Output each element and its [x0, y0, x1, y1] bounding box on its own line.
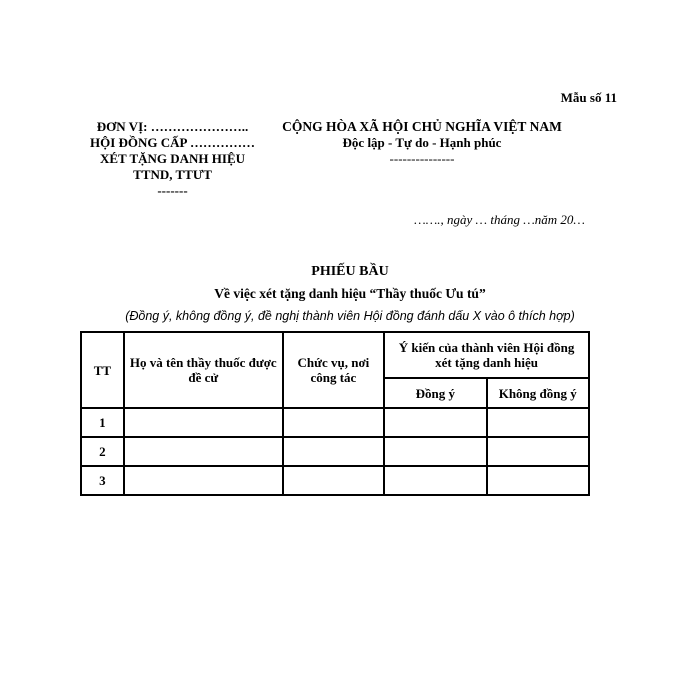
table-row	[81, 437, 589, 466]
agree-cell[interactable]	[384, 437, 486, 466]
form-number: Mẫu số 11	[560, 90, 617, 105]
instruction-note: (Đồng ý, không đồng ý, đề nghị thành viên Hội đồng đánh dấu X vào ô thích hợp)	[125, 309, 575, 323]
organization-header	[60, 119, 285, 199]
position-cell[interactable]	[283, 466, 384, 495]
header-position: Chức vụ, nơi công tác	[283, 332, 384, 408]
ballot-table	[80, 331, 590, 496]
header-disagree: Không đồng ý	[487, 378, 590, 408]
row-number: 3	[81, 466, 124, 495]
left-divider: -------	[157, 183, 188, 198]
country-name: CỘNG HÒA XÃ HỘI CHỦ NGHĨA VIỆT NAM	[282, 119, 562, 134]
header-candidate-name: Họ và tên thầy thuốc được đề cử	[124, 332, 283, 408]
row-number: 2	[81, 437, 124, 466]
disagree-cell[interactable]	[487, 466, 590, 495]
unit-line: ĐƠN VỊ: …………………..	[96, 119, 249, 134]
date-line: ……., ngày … tháng …năm 20…	[414, 212, 585, 227]
table-row	[81, 466, 589, 495]
name-cell[interactable]	[124, 466, 283, 495]
position-cell[interactable]	[283, 437, 384, 466]
header-opinion: Ý kiến của thành viên Hội đồng xét tặng danh hiệu	[384, 332, 589, 378]
document-title: PHIẾU BẦU	[311, 264, 389, 279]
header-agree: Đồng ý	[384, 378, 486, 408]
disagree-cell[interactable]	[487, 437, 590, 466]
table-row	[81, 408, 589, 437]
document-subtitle: Về việc xét tặng danh hiệu “Thầy thuốc Ưu tú”	[214, 286, 486, 301]
header-tt: TT	[81, 332, 124, 408]
agree-cell[interactable]	[384, 466, 486, 495]
award-line: XÉT TẶNG DANH HIỆU	[99, 151, 246, 166]
right-divider: ---------------	[389, 151, 455, 166]
position-cell[interactable]	[283, 408, 384, 437]
award-title-line: TTND, TTƯT	[133, 167, 212, 182]
council-line: HỘI ĐỒNG CẤP ……………	[89, 135, 256, 150]
national-header	[262, 119, 582, 167]
agree-cell[interactable]	[384, 408, 486, 437]
national-motto: Độc lập - Tự do - Hạnh phúc	[342, 135, 502, 150]
row-number: 1	[81, 408, 124, 437]
name-cell[interactable]	[124, 408, 283, 437]
disagree-cell[interactable]	[487, 408, 590, 437]
name-cell[interactable]	[124, 437, 283, 466]
